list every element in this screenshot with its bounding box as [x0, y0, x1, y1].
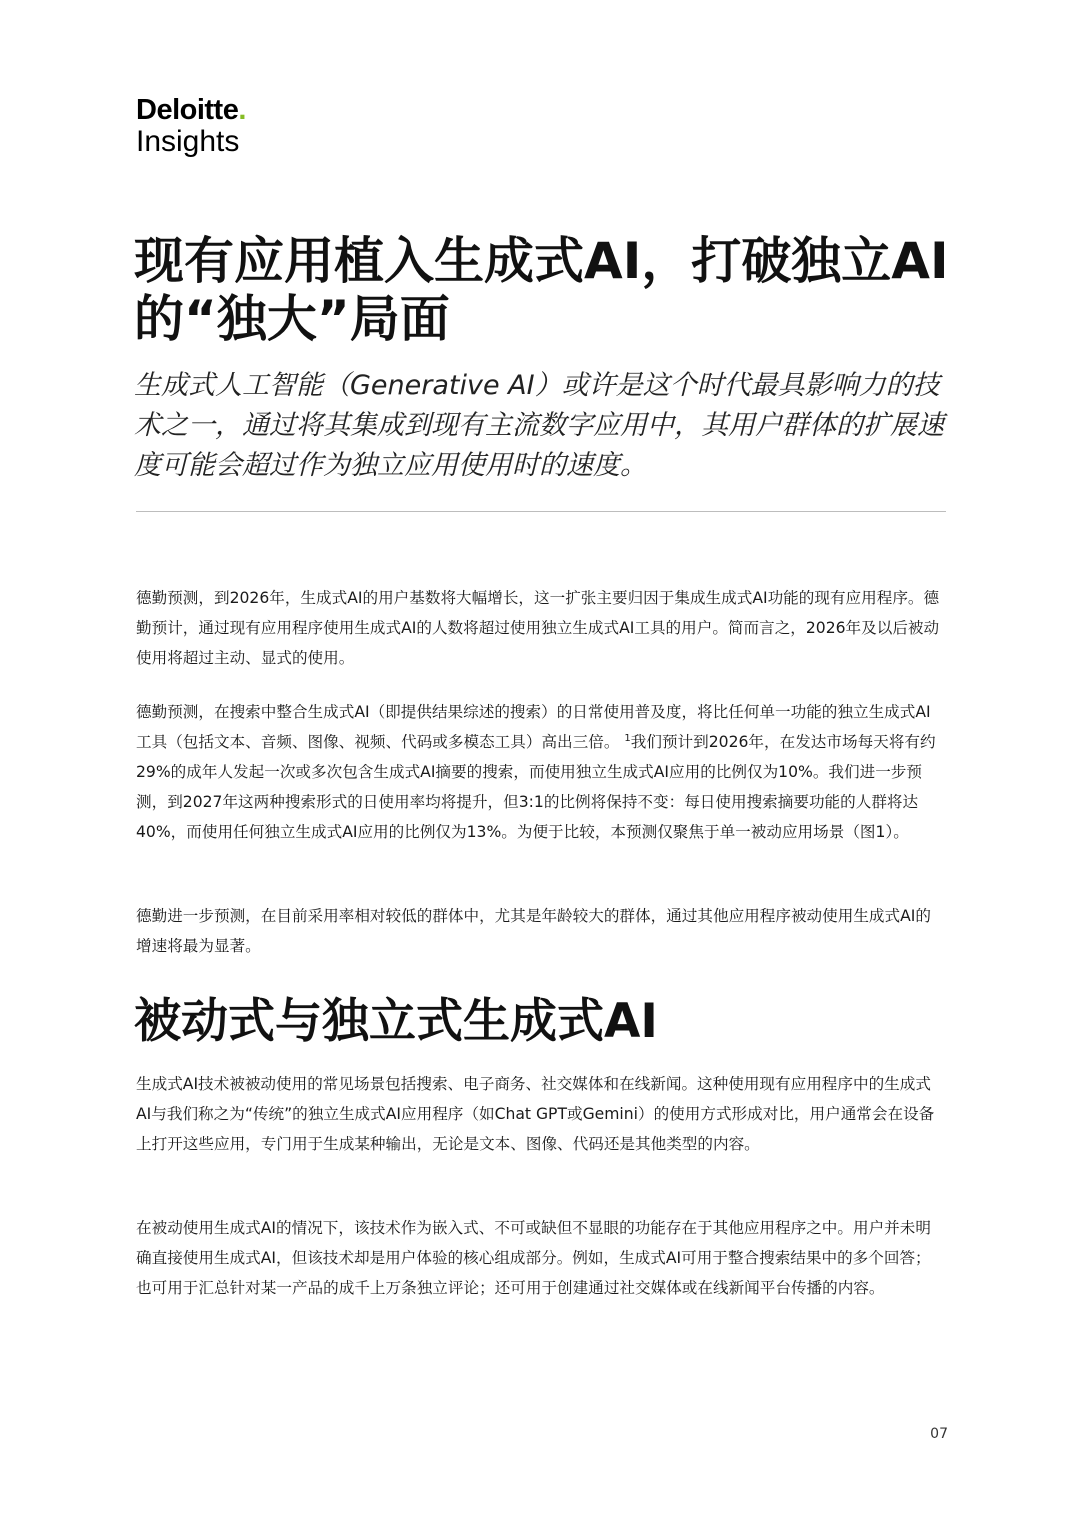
paragraph-4: 生成式AI技术被被动使用的常见场景包括搜索、电子商务、社交媒体和在线新闻。这种使用现有应用程序中的生成式AI与我们称之为“传统”的独立生成式AI应用程序（如Chat GPT或Gemini）的使用方式形成对比，用户通常会在设备上打开这些应用，专门用于生成某种输出，无论是文本、图像、代码还是其他类型的内容。 [136, 1075, 935, 1153]
logo-sub: Insights [136, 125, 240, 158]
logo-green-dot: . [238, 94, 246, 126]
section-heading: 被动式与独立式生成式AI [134, 994, 658, 1049]
paragraph-2 [136, 697, 946, 847]
paragraph-2-part-a: 德勤预测，在搜索中整合生成式AI（即提供结果综述的搜索）的日常使用普及度，将比任何单一功能的独立生成式AI工具（包括文本、音频、图像、视频、代码或多模态工具）高出三倍。 [136, 703, 931, 751]
paragraph-1: 德勤预测，到2026年，生成式AI的用户基数将大幅增长，这一扩张主要归因于集成生成式AI功能的现有应用程序。德勤预计，通过现有应用程序使用生成式AI的人数将超过使用独立生成式AI工具的用户。简而言之，2026年及以后被动使用将超过主动、显式的使用。 [136, 589, 940, 667]
page-title: 现有应用植入生成式AI，打破独立AI的“独大”局面 [134, 232, 949, 348]
logo-brand [136, 96, 246, 125]
footnote-reference[interactable]: 1 [624, 732, 631, 744]
page-subtitle: 生成式人工智能（Generative AI）或许是这个时代最具影响力的技术之一，通过将其集成到现有主流数字应用中，其用户群体的扩展速度可能会超过作为独立应用使用时的速度。 [134, 370, 944, 481]
paragraph-5: 在被动使用生成式AI的情况下，该技术作为嵌入式、不可或缺但不显眼的功能存在于其他应用程序之中。用户并未明确直接使用生成式AI，但该技术却是用户体验的核心组成部分。例如，生成式AI可用于整合搜索结果中的多个回答；也可用于汇总针对某一产品的成千上万条独立评论；还可用于创建通过社交媒体或在线新闻平台传播的内容。 [136, 1219, 931, 1297]
paragraph-3: 德勤进一步预测，在目前采用率相对较低的群体中，尤其是年龄较大的群体，通过其他应用程序被动使用生成式AI的增速将最为显著。 [136, 907, 931, 955]
paragraph-2-part-b: 我们预计到2026年，在发达市场每天将有约29%的成年人发起一次或多次包含生成式AI摘要的搜索，而使用独立生成式AI应用的比例仅为10%。我们进一步预测，到2027年这两种搜索形式的日使用率均将提升，但3:1的比例将保持不变：每日使用搜索摘要功能的人群将达40%，而使用任何独立生成式AI应用的比例仅为13%。为便于比较，本预测仅聚焦于单一被动应用场景（图1）。 [136, 733, 936, 841]
divider [136, 511, 946, 512]
logo-brand-text: Deloitte [136, 94, 239, 126]
deloitte-insights-logo [136, 96, 246, 157]
page-number: 07 [930, 1426, 948, 1442]
